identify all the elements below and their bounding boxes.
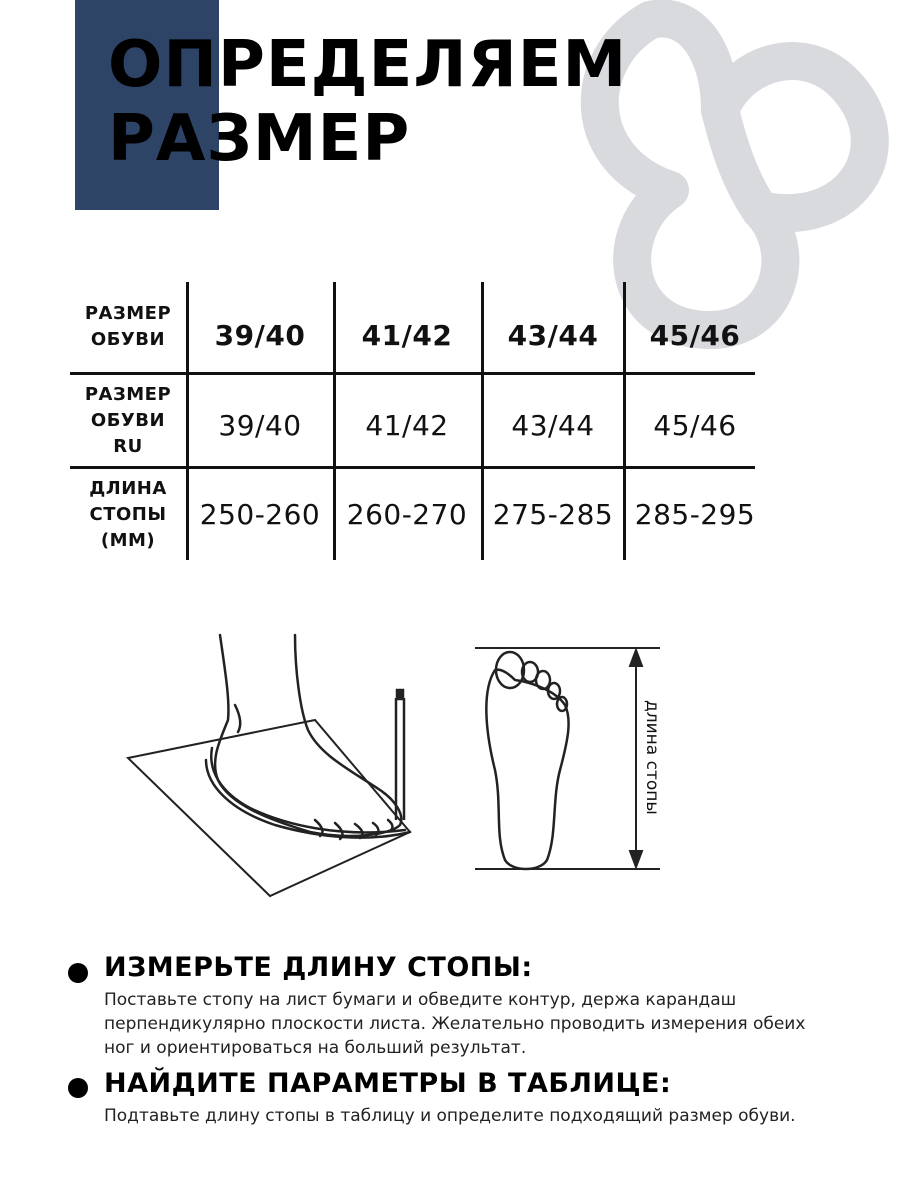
label-line: (ММ) (100, 530, 156, 551)
label-line: ОБУВИ (90, 410, 166, 431)
table-cell: 45/46 (653, 409, 737, 442)
pencil-icon (396, 690, 404, 820)
label-line: RU (113, 436, 143, 457)
table-cell: 285-295 (634, 498, 756, 531)
row-label-size-ru (70, 382, 186, 460)
row-label-foot-length (70, 476, 186, 554)
label-line: СТОПЫ (89, 504, 167, 525)
side-foot-icon (206, 635, 410, 839)
row-label-size (70, 301, 186, 353)
paper-sheet-icon (128, 720, 410, 896)
length-arrow-icon (475, 648, 660, 869)
title-line-1: ОПРЕДЕЛЯЕМ (108, 28, 628, 102)
step-2-text: Подтавьте длину стопы в таблицу и определите подходящий размер обуви. (104, 1106, 796, 1126)
size-table (70, 282, 755, 560)
table-divider (333, 282, 336, 560)
table-cell: 43/44 (511, 409, 595, 442)
page-title (108, 28, 627, 176)
table-cell: 41/42 (361, 319, 453, 352)
table-cell: 260-270 (346, 498, 468, 531)
step-1-title: ИЗМЕРЬТЕ ДЛИНУ СТОПЫ: (104, 952, 533, 983)
foot-length-label: длина стопы (642, 700, 662, 815)
table-cell: 39/40 (218, 409, 302, 442)
title-line-2: РАЗМЕР (108, 102, 411, 176)
table-divider (186, 282, 189, 560)
label-line: ОБУВИ (90, 329, 166, 350)
table-cell: 250-260 (199, 498, 321, 531)
label-line: РАЗМЕР (84, 303, 172, 324)
label-line: РАЗМЕР (84, 384, 172, 405)
measurement-illustration (110, 620, 680, 910)
table-divider (70, 466, 755, 469)
step-2-title: НАЙДИТЕ ПАРАМЕТРЫ В ТАБЛИЦЕ: (104, 1068, 672, 1099)
table-cell: 45/46 (649, 319, 741, 352)
table-cell: 275-285 (492, 498, 614, 531)
sole-foot-icon (486, 652, 568, 869)
step-1-text: Поставьте стопу на лист бумаги и обведите контур, держа карандаш перпендикулярно плоскости листа. Желательно проводить измерения обеих ног и ориентироваться на больший результат. (104, 990, 806, 1058)
bullet-icon (68, 1078, 88, 1098)
table-cell: 41/42 (365, 409, 449, 442)
label-line: ДЛИНА (89, 478, 167, 499)
table-cell: 43/44 (507, 319, 599, 352)
table-divider (70, 372, 755, 375)
bullet-icon (68, 963, 88, 983)
table-cell: 39/40 (214, 319, 306, 352)
